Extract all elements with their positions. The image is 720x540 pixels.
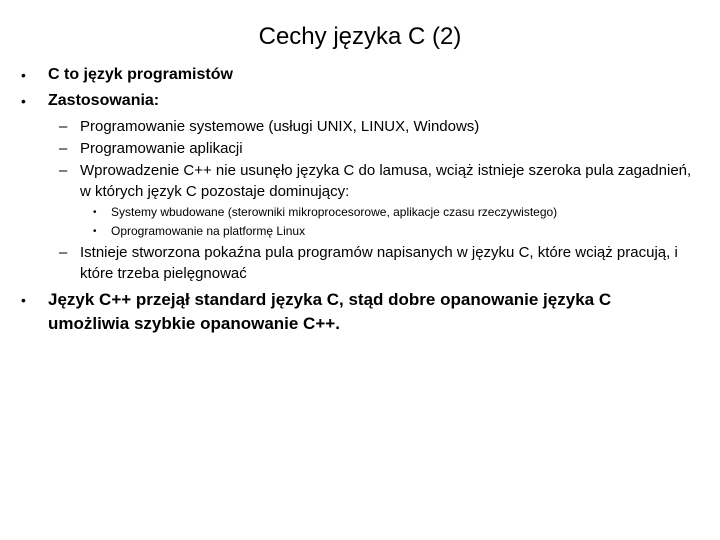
bullet-text: Wprowadzenie C++ nie usunęło języka C do lamusa, wciąż istnieje szeroka pula zagadnień, w których język C pozostaje dominujący: [80, 162, 692, 200]
sub-sub-bullet-item [93, 204, 701, 221]
sub-sub-bullet-item [93, 223, 701, 240]
sub-bullet-item [59, 242, 700, 284]
dash-marker: – [59, 162, 68, 179]
bullet-marker: • [21, 93, 26, 109]
sub-bullet-item [59, 116, 700, 137]
bullet-marker: • [21, 67, 26, 83]
dash-marker: – [59, 140, 68, 157]
bullet-item [21, 90, 688, 112]
sub-bullet-item [59, 138, 700, 159]
bullet-text: Oprogramowanie na platformę Linux [111, 224, 306, 238]
bullet-text: Język C++ przejął standard języka C, stąd dobre opanowanie języka C umożliwia szybkie opanowanie C++. [48, 290, 612, 333]
bullet-text: Programowanie systemowe (usługi UNIX, LINUX, Windows) [80, 118, 480, 135]
bullet-marker: • [93, 207, 97, 218]
slide-title: Cechy języka C (2) [258, 23, 462, 50]
bullet-text: Zastosowania: [48, 92, 160, 109]
bullet-text: C to język programistów [48, 66, 233, 83]
bullet-marker: • [21, 292, 26, 308]
bullet-text: Systemy wbudowane (sterowniki mikroprocesorowe, aplikacje czasu rzeczywistego) [111, 205, 558, 219]
bullet-item [21, 288, 688, 336]
dash-marker: – [59, 118, 68, 135]
bullet-text: Programowanie aplikacji [80, 140, 243, 157]
sub-bullet-item [59, 160, 695, 202]
dash-marker: – [59, 244, 68, 261]
bullet-text: Istnieje stworzona pokaźna pula programów napisanych w języku C, które wciąż pracują, i które trzeba pielęgnować [80, 244, 678, 282]
bullet-marker: • [93, 226, 97, 237]
bullet-item [21, 64, 688, 86]
